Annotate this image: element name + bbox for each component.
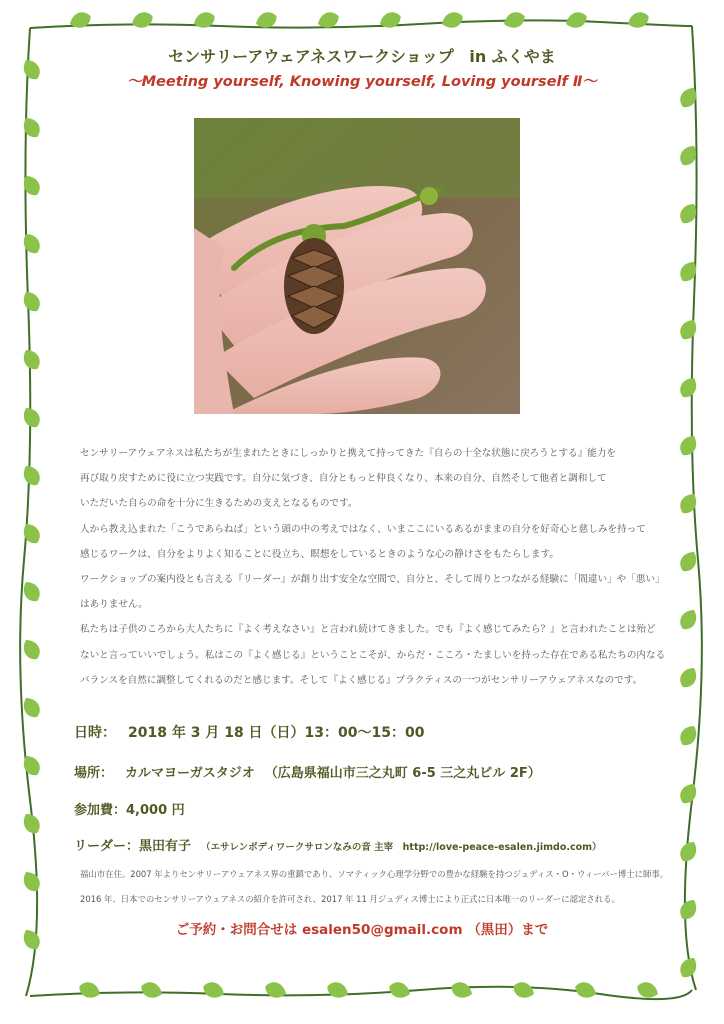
description-line: 人から教え込まれた「こうであらねば」という頭の中の考えではなく、いまここにいるあるがままの自分を好奇心と慈しみを持って — [80, 523, 646, 535]
datetime-value: 2018 年 3 月 18 日（日）13：00～15：00 — [128, 725, 425, 741]
leaf-icon — [20, 288, 44, 315]
leaf-icon — [201, 979, 227, 1001]
description-text — [80, 441, 666, 693]
leaf-icon — [20, 172, 44, 199]
event-fee — [74, 799, 185, 818]
leaf-icon — [511, 979, 537, 1001]
leader-bio-line: 福山市在住。2007 年よりセンサリーアウェアネス界の重鎮であり、ソマティック心理学分野での豊かな経験を持つジュディス・O・ウィーバー博士に師事。 — [80, 869, 669, 879]
leaf-icon — [191, 9, 217, 31]
datetime-label: 日時： — [74, 725, 116, 741]
place-label: 場所： — [74, 766, 114, 781]
contact-info: ご予約・お問合せは esalen50@gmail.com （黒田）まで — [175, 922, 549, 938]
leaf-icon — [263, 979, 289, 1001]
leaf-icon — [20, 868, 44, 895]
leader-label: リーダー： — [74, 839, 140, 854]
leader-name: 黒田有子 — [139, 839, 192, 854]
description-line: ないと言っていいでしょう。私はこの『よく感じる』ということこそが、からだ・こころ・たましいを持った存在である私たちの内なる — [80, 649, 666, 661]
place-value: カルマヨーガスタジオ — [125, 766, 255, 781]
leaf-icon — [449, 979, 475, 1001]
page-title — [0, 44, 724, 67]
leader-bio-line: 2016 年、日本でのセンサリーアウェアネスの紹介を許可され、2017 年 11 月ジュディス博士により正式に日本唯一のリーダーに認定される。 — [80, 894, 620, 904]
description-line: センサリーアウェアネスは私たちが生まれたときにしっかりと携えて持ってきた『自らの十全な状態に戻ろうとする』能力を — [80, 448, 617, 459]
leaf-icon — [677, 490, 701, 517]
leaf-icon — [325, 979, 351, 1001]
leaf-icon — [20, 404, 44, 431]
leaf-icon — [20, 462, 44, 489]
description-line: ワークショップの案内役とも言える『リーダー』が創り出す安全な空間で、自分と、そして周りとつながる経験に「間違い」や「悪い」 — [80, 574, 665, 586]
leaf-icon — [677, 780, 701, 807]
leaf-icon — [387, 979, 413, 1001]
leaf-icon — [573, 979, 599, 1001]
fee-label: 参加費： — [74, 803, 127, 818]
event-datetime — [74, 722, 425, 742]
title-location: in ふくやま — [469, 47, 556, 66]
pinecone-photo — [194, 118, 520, 414]
description-line: 感じるワークは、自分をよりよく知ることに役立ち、瞑想をしているときのような心の静けさをもたらします。 — [80, 548, 559, 560]
title-japanese: センサリーアウェアネスワークショップ — [168, 47, 454, 66]
leaf-icon — [129, 9, 155, 31]
leaf-icon — [677, 374, 701, 401]
description-line: はありません。 — [80, 599, 148, 611]
description-line: いただいた自らの命を十分に生きるための支えとなるものです。 — [80, 498, 358, 510]
subtitle: ～Meeting yourself, Knowing yourself, Loving yourself Ⅱ～ — [127, 74, 597, 90]
leaf-icon — [677, 258, 701, 285]
leaf-icon — [20, 230, 44, 257]
leaf-icon — [20, 636, 44, 663]
leaf-icon — [563, 9, 589, 31]
event-leader — [74, 835, 602, 854]
description-line: 再び取り戻すために役に立つ実践です。自分に気づき、自分ともっと仲良くなり、本来の自分、自然そして他者と調和して — [80, 473, 607, 485]
leaf-icon — [67, 9, 93, 31]
fee-value: 4,000 円 — [126, 803, 185, 818]
leaf-icon — [677, 664, 701, 691]
leaf-icon — [139, 979, 165, 1001]
leaf-icon — [677, 432, 701, 459]
leaf-icon — [20, 752, 44, 779]
leaf-icon — [625, 9, 651, 31]
place-address: （広島県福山市三之丸町 6-5 三之丸ビル 2F） — [264, 766, 541, 781]
event-place — [74, 762, 541, 781]
leaf-icon — [677, 606, 701, 633]
leaf-icon — [20, 520, 44, 547]
leaf-icon — [20, 346, 44, 373]
description-line: 私たちは子供のころから大人たちに『よく考えなさい』と言われ続けてきました。でも『よく感じてみたら？』と言われたことは殆ど — [80, 624, 656, 636]
leader-note: （エサレンボディワークサロンなみの音 主宰 http://love-peace-esalen.jimdo.com） — [201, 842, 602, 853]
leaf-icon — [501, 9, 527, 31]
leaf-icon — [20, 114, 44, 141]
leaf-icon — [677, 316, 701, 343]
leaf-icon — [77, 979, 103, 1001]
leaf-icon — [377, 9, 403, 31]
leaf-icon — [439, 9, 465, 31]
description-line: バランスを自然に調整してくれるのだと感じます。そして『よく感じる』プラクティスの一つがセンサリーアウェアネスなのです。 — [80, 674, 643, 686]
